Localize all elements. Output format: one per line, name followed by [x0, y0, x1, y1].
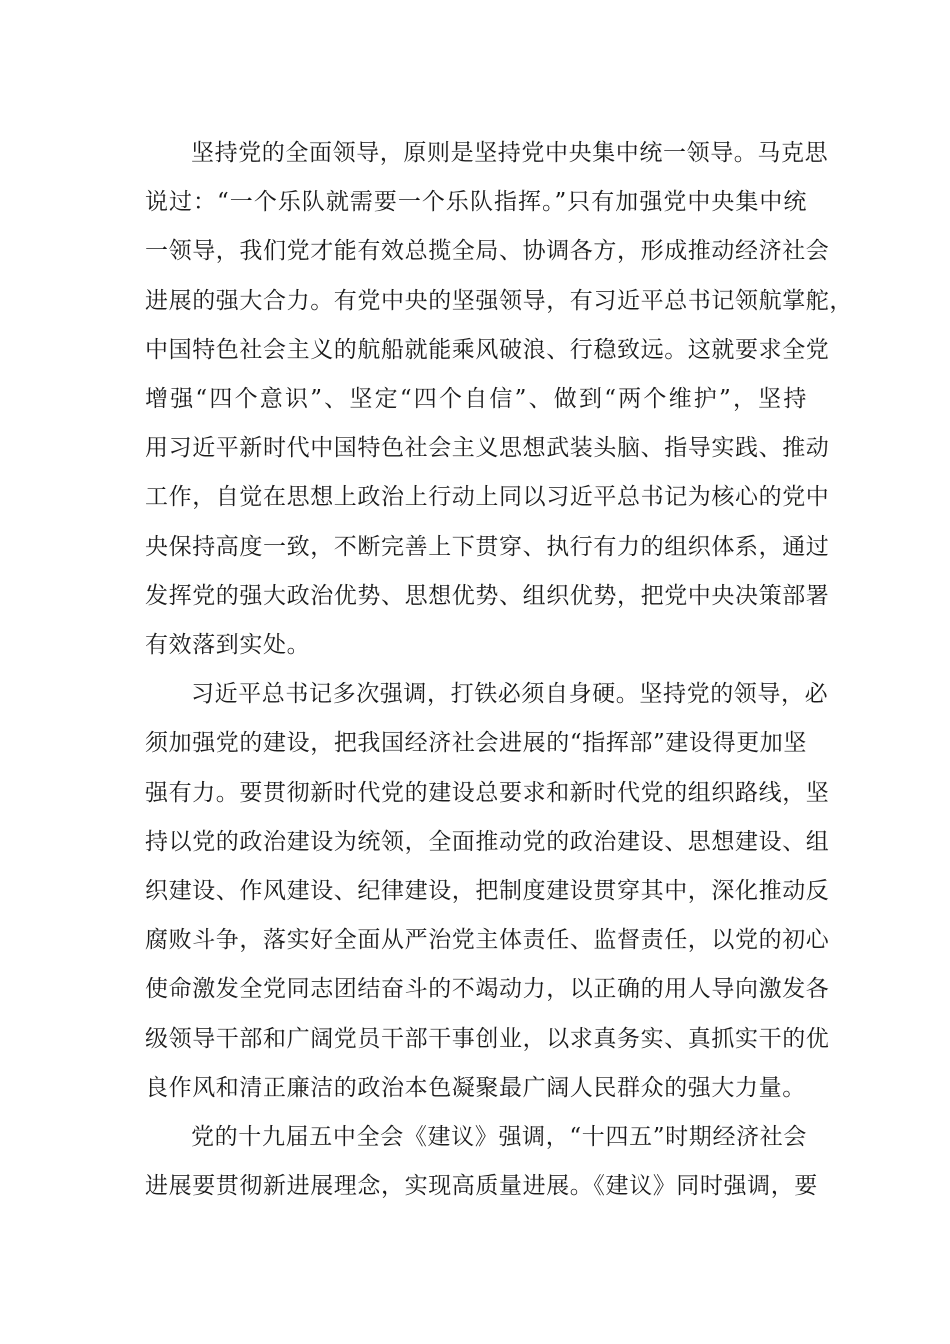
text-line: 党的十九届五中全会《建议》强调，“十四五”时期经济社会 [191, 1124, 807, 1151]
text-line: 一领导，我们党才能有效总揽全局、协调各方，形成推动经济社会 [145, 238, 830, 265]
text-line: 持以党的政治建设为统领，全面推动党的政治建设、思想建设、组 [145, 828, 830, 855]
text-line: 增强“四个意识”、坚定“四个自信”、做到“两个维护”，坚持 [145, 386, 807, 413]
text-line: 使命激发全党同志团结奋斗的不竭动力，以正确的用人导向激发各 [145, 976, 830, 1003]
text-line: 用习近平新时代中国特色社会主义思想武装头脑、指导实践、推动 [145, 435, 830, 462]
text-line: 坚持党的全面领导，原则是坚持党中央集中统一领导。马克思 [191, 140, 829, 166]
text-line: 有效落到实处。 [145, 632, 311, 659]
text-line: 工作，自觉在思想上政治上行动上同以习近平总书记为核心的党中 [145, 484, 830, 511]
text-line: 腐败斗争，落实好全面从严治党主体责任、监督责任，以党的初心 [145, 927, 830, 954]
text-line: 说过：“一个乐队就需要一个乐队指挥。”只有加强党中央集中统 [145, 189, 807, 216]
text-line: 进展的强大合力。有党中央的坚强领导，有习近平总书记领航掌舵， [145, 287, 853, 314]
text-line: 良作风和清正廉洁的政治本色凝聚最广阔人民群众的强大力量。 [145, 1074, 806, 1101]
text-line: 进展要贯彻新进展理念，实现高质量进展。《建议》同时强调，要 [145, 1173, 818, 1200]
text-line: 强有力。要贯彻新时代党的建设总要求和新时代党的组织路线，坚 [145, 779, 830, 806]
paragraph-2 [145, 670, 830, 1113]
text-line: 习近平总书记多次强调，打铁必须自身硬。坚持党的领导，必 [191, 681, 829, 708]
text-line: 中国特色社会主义的航船就能乘风破浪、行稳致远。这就要求全党 [145, 336, 830, 363]
text-line: 发挥党的强大政治优势、思想优势、组织优势，把党中央决策部署 [145, 582, 830, 609]
text-line: 织建设、作风建设、纪律建设，把制度建设贯穿其中，深化推动反 [145, 878, 830, 905]
text-line: 级领导干部和广阔党员干部干事创业，以求真务实、真抓实干的优 [145, 1025, 830, 1052]
text-line: 须加强党的建设，把我国经济社会进展的“指挥部”建设得更加坚 [145, 730, 807, 757]
paragraph-3 [145, 1113, 818, 1211]
document-body [145, 129, 853, 1211]
text-line: 央保持高度一致，不断完善上下贯穿、执行有力的组织体系，通过 [145, 533, 830, 560]
paragraph-1 [145, 129, 853, 670]
